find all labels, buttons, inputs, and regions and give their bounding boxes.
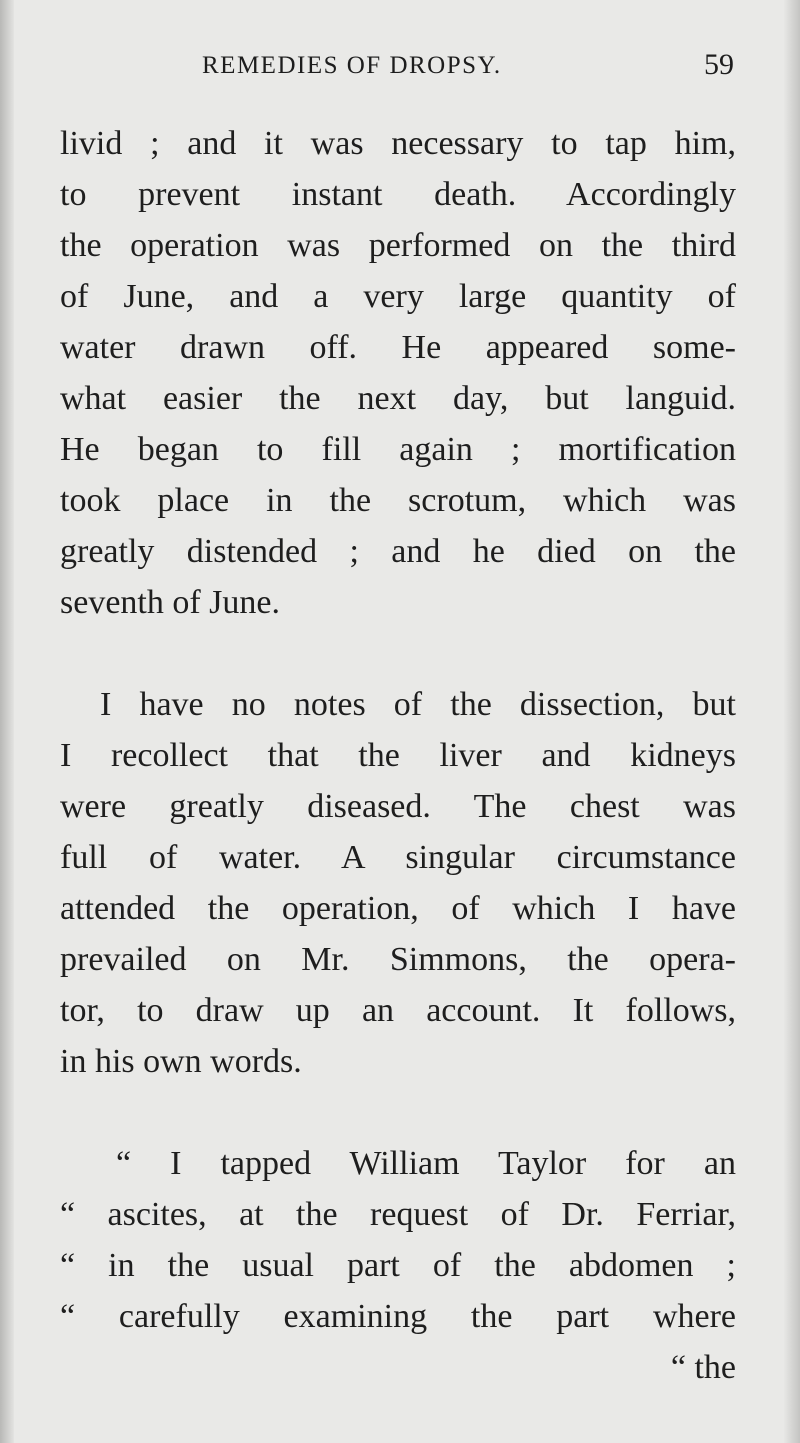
text-line: livid ; and it was necessary to tap him, — [60, 125, 736, 162]
text-line: I recollect that the liver and kidneys — [60, 737, 736, 774]
text-line: of June, and a very large quantity of — [60, 278, 736, 315]
text-line: tor, to draw up an account. It follows, — [60, 992, 736, 1029]
text-line: greatly distended ; and he died on the — [60, 533, 736, 570]
catchword: “ the — [670, 1349, 736, 1386]
body-text — [60, 118, 736, 1393]
paragraph-3 — [60, 1138, 736, 1393]
text-line: seventh of June. — [60, 584, 281, 621]
text-line: “ carefully examining the part where — [60, 1298, 736, 1335]
page-number: 59 — [704, 48, 734, 81]
text-line: “ in the usual part of the abdomen ; — [60, 1247, 736, 1284]
page-left-shadow — [0, 0, 14, 1443]
text-line: attended the operation, of which I have — [60, 890, 736, 927]
paragraph-1 — [60, 118, 736, 628]
paragraph-gap — [60, 628, 736, 679]
page-right-shadow — [784, 0, 800, 1443]
page-header — [62, 48, 734, 92]
text-line: what easier the next day, but languid. — [60, 380, 736, 417]
paragraph-2 — [60, 679, 736, 1087]
text-line: to prevent instant death. Accordingly — [60, 176, 736, 213]
text-line: water drawn off. He appeared some- — [60, 329, 736, 366]
text-line: prevailed on Mr. Simmons, the opera- — [60, 941, 736, 978]
text-line: the operation was performed on the third — [60, 227, 736, 264]
text-line: I have no notes of the dissection, but — [100, 686, 736, 723]
text-line: took place in the scrotum, which was — [60, 482, 736, 519]
paragraph-gap — [60, 1087, 736, 1138]
text-line: “ I tapped William Taylor for an — [116, 1145, 736, 1182]
text-line: He began to fill again ; mortification — [60, 431, 736, 468]
running-title: REMEDIES OF DROPSY. — [202, 52, 502, 79]
text-line: in his own words. — [60, 1043, 302, 1080]
text-line: were greatly diseased. The chest was — [60, 788, 736, 825]
text-line: “ ascites, at the request of Dr. Ferriar, — [60, 1196, 736, 1233]
text-line: full of water. A singular circumstance — [60, 839, 736, 876]
